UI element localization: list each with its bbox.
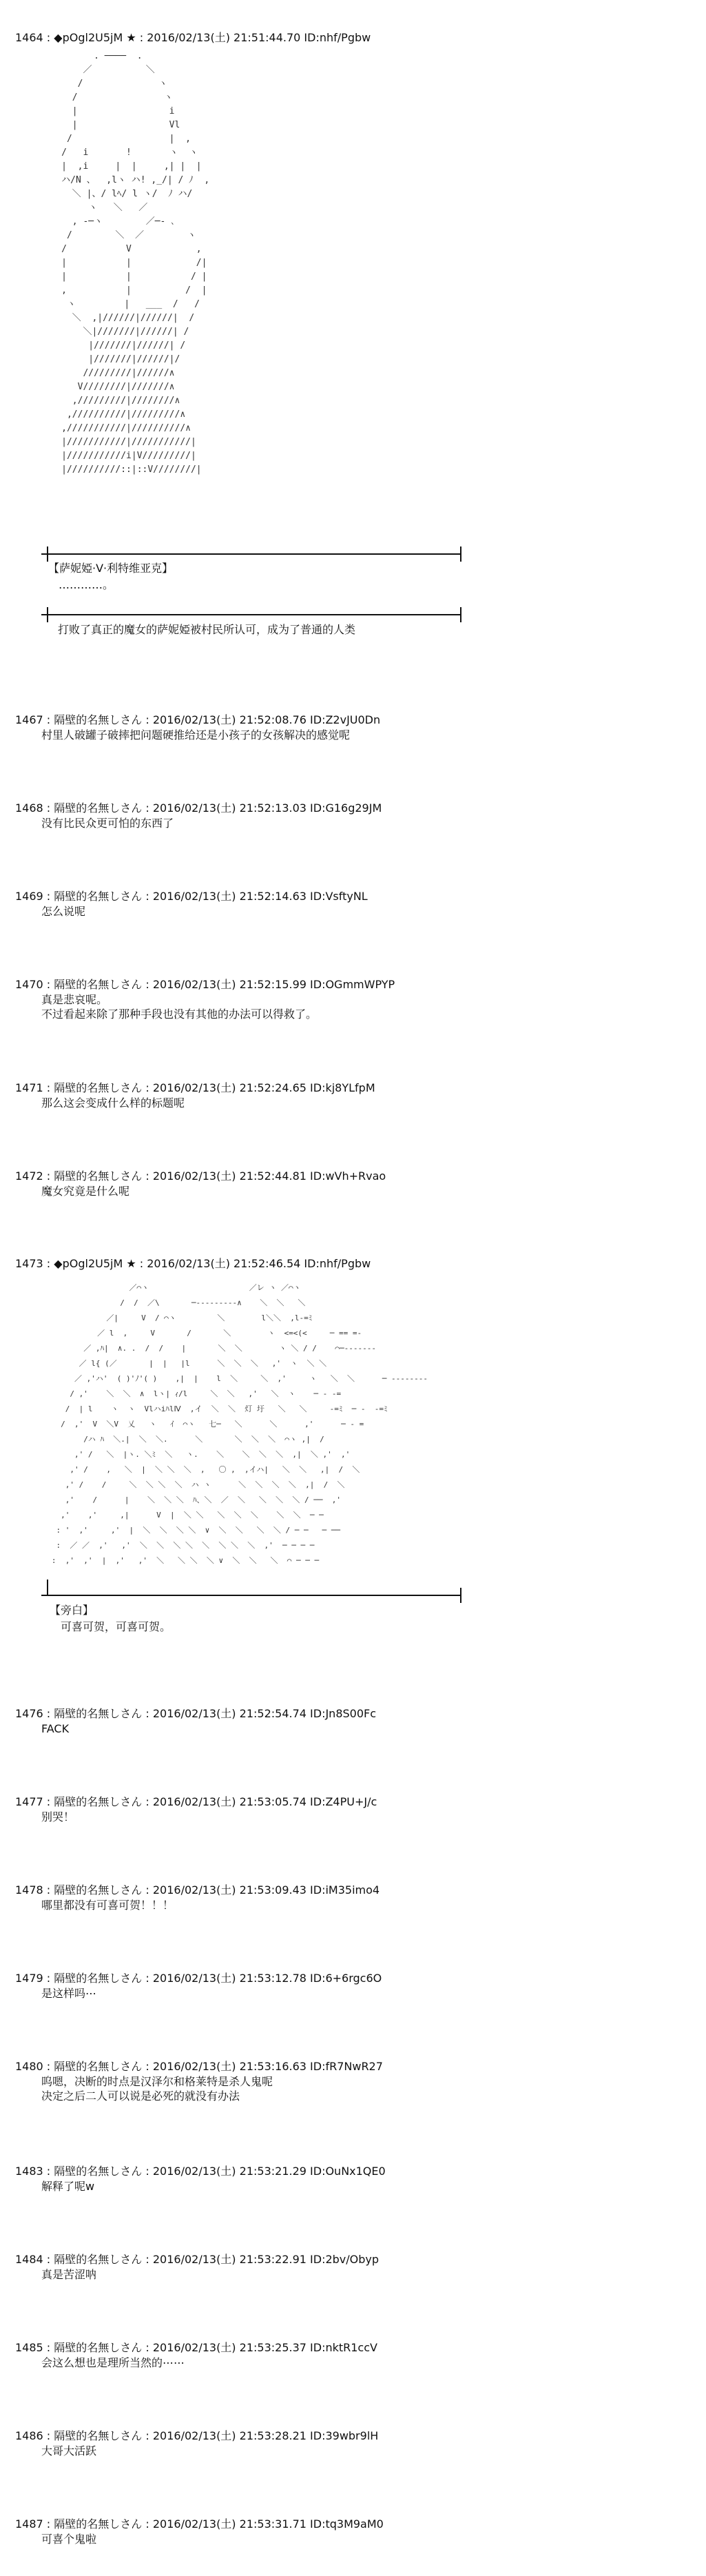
- post-1471: [15, 1081, 676, 1110]
- post-body: 大哥大活跃: [41, 2444, 97, 2457]
- post-1476: [15, 1706, 676, 1736]
- post-body: 真是悲哀呢。 不过看起来除了那种手段也没有其他的办法可以得救了。: [41, 992, 318, 1021]
- post-1487: [15, 2517, 676, 2546]
- narration-rule: [41, 614, 461, 615]
- dialogue-box-side: [47, 1580, 48, 1595]
- post-1468: [15, 801, 676, 830]
- post-1480: [15, 2059, 676, 2104]
- post-body: 那么这会变成什么样的标题呢: [41, 1096, 185, 1110]
- rule-tick: [47, 546, 48, 562]
- post-header: 1476 : 隔壁的名無しさん : 2016/02/13(土) 21:52:54.74 ID:Jn8S00Fc: [15, 1707, 377, 1720]
- post-header: 1483 : 隔壁的名無しさん : 2016/02/13(土) 21:53:21.29 ID:OuNx1QE0: [15, 2165, 386, 2178]
- ascii-art-scene: ／⌒ヽ ／レ ヽ ／⌒ヽ / / ／\ ─‐‐‐‐-‐‐--∧ ＼ ＼ ＼ ／| V / ⌒ヽ ＼ l＼＼ ,l-=ﾐ ／ l , V / ＼ ヽ <=<(< ─ == =- ／ ,ﾊ| ∧. . / / | ＼ ＼ ヽ ＼ / / ⌒─-‐‐‐‐-- ／ l{ (／ | | |l ＼ ＼ ＼ ,' ヽ ＼ ＼ ／ ,'ハ' ( )'ﾉ'( ) ,| | l ＼ ＼ ,' ヽ ＼ ＼ ─ ‐‐‐‐-‐-- / ,' ＼ ＼ ∧ lヽ| ｨ/l ＼ ＼ ,' ＼ ヽ ─ ‐ -= / | l ヽ ヽ VlハiﾊlⅣ ,イ ＼ ＼ 灯 圩 ＼ ＼ -=ﾐ ─ ‐ -=ﾐ / ,' V ＼V 乂 ヽ ｲ ⌒ヽ 七─ ＼ ＼ ,' ─ ‐ = /ハ ﾊ ＼.| ＼ ＼. ＼ ＼ ＼ ＼ ⌒ヽ ,| / ,' / ＼ |ヽ. ＼ﾐ ＼ ヽ. ＼ ＼ ＼ ＼ ,| ＼ ,' ,' ,' / , ＼ | ＼ ＼ ＼ , 〇 , ,イハ| ＼ ＼ ,| / ＼ ,' / / ＼ ＼ ＼ ＼ ハ ヽ ＼ ＼ ＼ ＼ ,| / ＼ ,' / | ＼ ＼ ＼ ﾊ、＼ ／ ＼ ＼ ＼ ＼ / ── ,' ,' ,' ,| V | ＼ ＼ ＼ ＼ ＼ ＼ ＼ ─ ─ : ' ,' ,' | ＼ ＼ ＼ ＼ ∨ ＼ ＼ ＼ ＼ / ─ ─ ─ ── : ／ ／ ,' ,' ＼ ＼ ＼ ＼ ＼ ＼ ＼ ＼ ,' ─ ─ ─ ─ : ,' ,' | ,' ,' ＼ ＼ ＼ ＼ ∨ ＼ ＼ ＼ ⌒ ─ ─ ─: [51, 1283, 428, 1565]
- rule-tick: [47, 607, 48, 622]
- narration-text: 打败了真正的魔女的萨妮婭被村民所认可，成为了普通的人类: [58, 623, 356, 636]
- post-body: 哪里都没有可喜可贺！！！: [41, 1898, 174, 1912]
- post-header: 1470 : 隔壁的名無しさん : 2016/02/13(土) 21:52:15.99 ID:OGmmWPYP: [15, 978, 395, 991]
- post-1479: [15, 1971, 676, 2001]
- post-body: FACK: [41, 1721, 70, 1735]
- post-1484: [15, 2252, 676, 2282]
- speaker-name: 【旁白】: [50, 1604, 94, 1617]
- post-1464: [15, 30, 676, 45]
- post-header: 1468 : 隔壁的名無しさん : 2016/02/13(土) 21:52:13.03 ID:G16g29JM: [15, 801, 382, 815]
- dialogue-box-top-rule: [41, 553, 461, 555]
- post-body: 会这么想也是理所当然的⋯⋯: [41, 2355, 185, 2369]
- speaker-line: 可喜可贺，可喜可贺。: [61, 1620, 172, 1633]
- post-body: 别哭！: [41, 1810, 75, 1823]
- post-1485: [15, 2340, 676, 2370]
- post-body: 解释了呢w: [41, 2179, 95, 2193]
- post-header: 1464 : ◆pOgl2U5jM ★ : 2016/02/13(土) 21:51:44.70 ID:nhf/Pgbw: [15, 31, 371, 44]
- post-header: 1486 : 隔壁的名無しさん : 2016/02/13(土) 21:53:28.21 ID:39wbr9lH: [15, 2429, 379, 2442]
- post-body: 可喜个鬼啦: [41, 2532, 97, 2546]
- post-header: 1477 : 隔壁的名無しさん : 2016/02/13(土) 21:53:05.74 ID:Z4PU+J/c: [15, 1795, 377, 1808]
- post-1477: [15, 1795, 676, 1824]
- post-body: 村里人破罐子破摔把问题硬推给还是小孩子的女孩解决的感觉呢: [41, 728, 351, 742]
- rule-tick: [460, 607, 461, 622]
- post-header: 1479 : 隔壁的名無しさん : 2016/02/13(土) 21:53:12.78 ID:6+6rgc6O: [15, 1972, 382, 1985]
- post-header: 1469 : 隔壁的名無しさん : 2016/02/13(土) 21:52:14.63 ID:VsftyNL: [15, 890, 368, 903]
- post-header: 1471 : 隔壁的名無しさん : 2016/02/13(土) 21:52:24.65 ID:kj8YLfpM: [15, 1081, 375, 1094]
- post-header: 1484 : 隔壁的名無しさん : 2016/02/13(土) 21:53:22.91 ID:2bv/Obyp: [15, 2253, 380, 2266]
- post-header: 1487 : 隔壁的名無しさん : 2016/02/13(土) 21:53:31.71 ID:tq3M9aM0: [15, 2517, 384, 2531]
- post-body: 是这样吗⋯: [41, 1986, 97, 2000]
- speaker-line: …………。: [59, 578, 114, 591]
- dialogue-box-rule: [41, 1595, 461, 1596]
- post-1469: [15, 889, 676, 919]
- post-1478: [15, 1883, 676, 1912]
- rule-tick: [460, 546, 461, 562]
- post-1486: [15, 2429, 676, 2458]
- post-1467: [15, 713, 676, 742]
- post-body: 没有比民众更可怕的东西了: [41, 816, 174, 830]
- speaker-name: 【萨妮婭·V·利特维亚克】: [48, 562, 174, 575]
- post-header: 1473 : ◆pOgl2U5jM ★ : 2016/02/13(土) 21:52:46.54 ID:nhf/Pgbw: [15, 1257, 371, 1270]
- post-body: 呜嗯，决断的时点是汉泽尔和格莱特是杀人鬼呢 决定之后二人可以说是必死的就没有办法: [41, 2074, 273, 2103]
- post-header: 1478 : 隔壁的名無しさん : 2016/02/13(土) 21:53:09.43 ID:iM35imo4: [15, 1883, 380, 1897]
- post-header: 1480 : 隔壁的名無しさん : 2016/02/13(土) 21:53:16.63 ID:fR7NwR27: [15, 2060, 383, 2073]
- post-body: 魔女究竟是什么呢: [41, 1184, 130, 1198]
- post-1473: [15, 1256, 676, 1271]
- post-header: 1485 : 隔壁的名無しさん : 2016/02/13(土) 21:53:25.37 ID:nktR1ccV: [15, 2341, 377, 2354]
- post-header: 1472 : 隔壁的名無しさん : 2016/02/13(土) 21:52:44.81 ID:wVh+Rvao: [15, 1169, 386, 1183]
- post-body: 怎么说呢: [41, 904, 86, 918]
- post-body: 真是苦涩呐: [41, 2267, 97, 2281]
- post-header: 1467 : 隔壁的名無しさん : 2016/02/13(土) 21:52:08.76 ID:Z2vJU0Dn: [15, 713, 381, 726]
- ascii-art-character: . ──── . ／ ＼ / ヽ / ヽ | i | Vl / | , / i ! ヽ ヽ | ,i | | ,| | | ハ/N 、 ,lヽ ハ! ,_/| / ﾉ , ＼ |、/ lﾍ/ l ヽ/ ﾉ ハ/ ヽ ＼ ／ , -─ヽ ／─‐ ､ / ＼ ／ ヽ / V , | | /| | | / | , | / | ヽ | ___ / / ＼ ,|//////|//////| / ＼|///////|//////| / |///////|//////| / |///////|//////|/ /////////|//////∧ V////////|///////∧ ,/////////|////////∧ ,//////////|/////////∧ ,///////////|//////////∧ |///////////|///////////| |///////////i|V/////////| |//////////::|::V////////|: [61, 51, 210, 475]
- post-1472: [15, 1169, 676, 1198]
- post-1483: [15, 2164, 676, 2194]
- rule-tick: [460, 1588, 461, 1603]
- post-1470: [15, 977, 676, 1022]
